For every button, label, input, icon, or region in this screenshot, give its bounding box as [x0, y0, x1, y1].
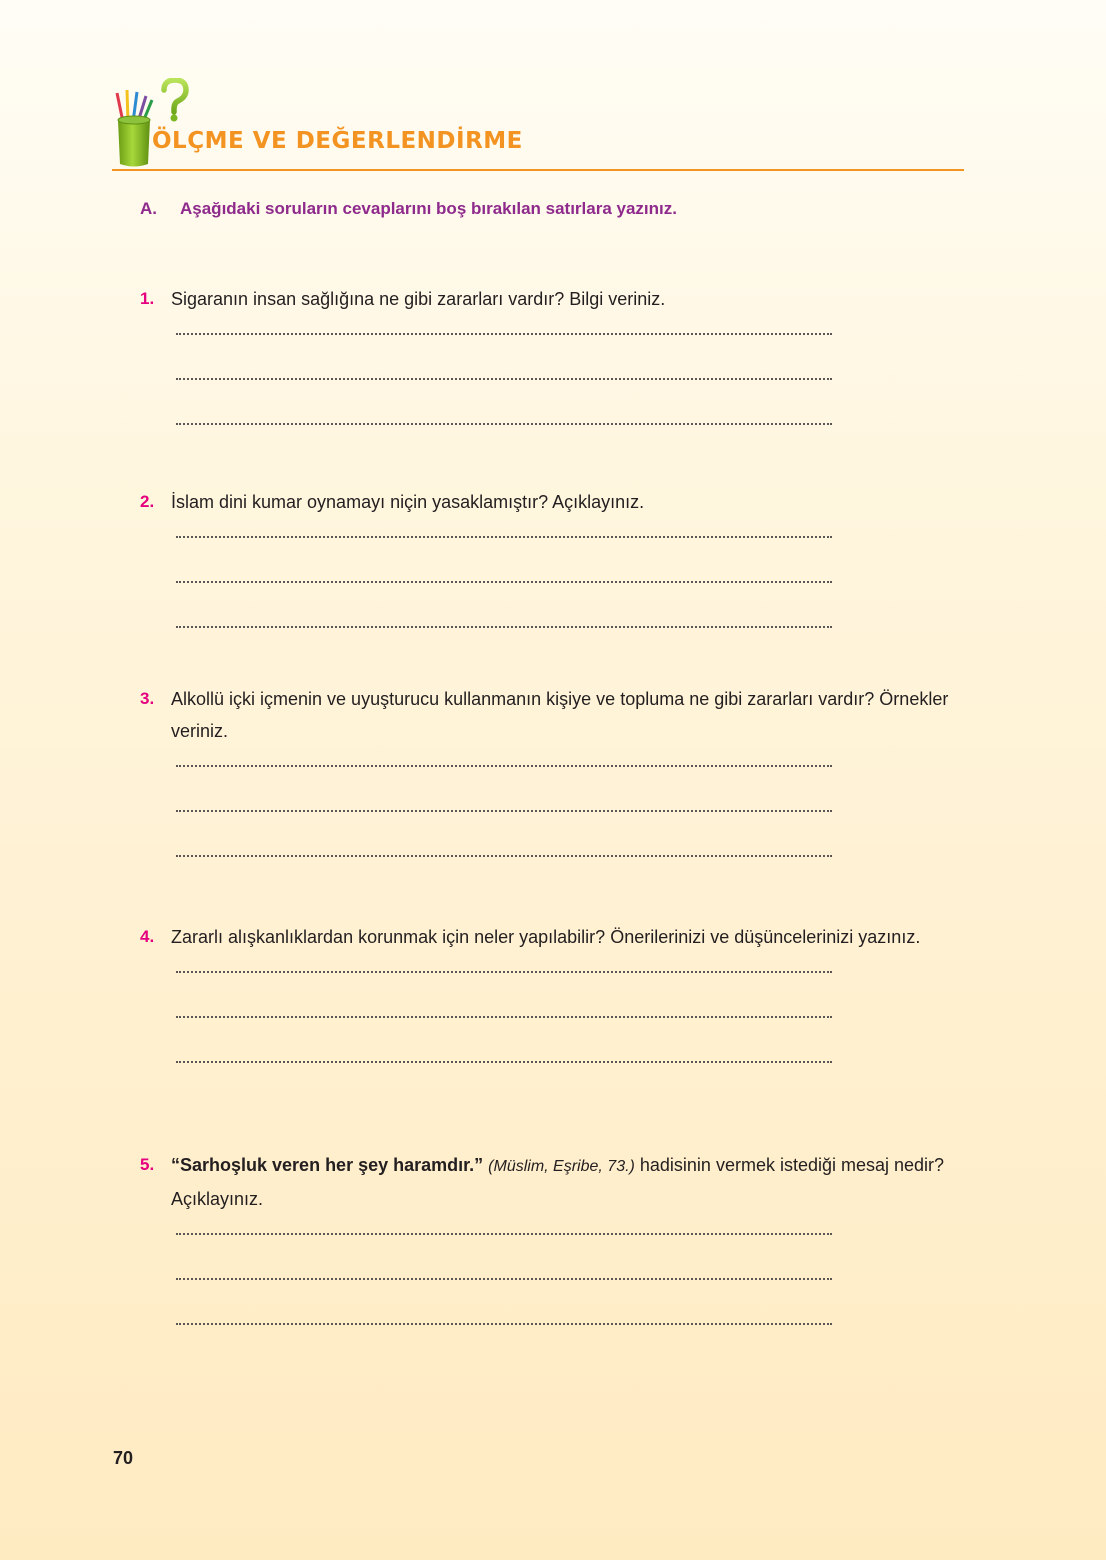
question-text: [171, 1149, 966, 1215]
answer-line[interactable]: [176, 810, 832, 814]
question-number: 5.: [140, 1155, 155, 1174]
question-number: 2.: [140, 492, 155, 511]
hadith-quote: “Sarhoşluk veren her şey haramdır.”: [171, 1155, 484, 1175]
answer-lines: [176, 333, 832, 427]
question-1: [140, 283, 966, 468]
answer-line[interactable]: [176, 1061, 832, 1065]
page-header: [112, 78, 964, 172]
answer-lines: [176, 765, 832, 859]
question-5: [140, 1149, 966, 1368]
question-number: 3.: [140, 689, 155, 708]
question-number: 1.: [140, 289, 155, 308]
question-2: [140, 486, 966, 671]
answer-lines: [176, 1233, 832, 1327]
section-instruction: [140, 199, 677, 219]
answer-line[interactable]: [176, 971, 832, 975]
question-text: Alkollü içki içmenin ve uyuşturucu kullanmanın kişiye ve topluma ne gibi zararları vardır? Örnekler veriniz.: [171, 689, 949, 741]
answer-line[interactable]: [176, 333, 832, 337]
answer-line[interactable]: [176, 1323, 832, 1327]
question-3: [140, 683, 966, 900]
pencil-cup-question-icon: [112, 78, 192, 170]
answer-line[interactable]: [176, 1278, 832, 1282]
answer-lines: [176, 971, 832, 1065]
answer-line[interactable]: [176, 626, 832, 630]
answer-lines: [176, 536, 832, 630]
page-title: ÖLÇME VE DEĞERLENDİRME: [152, 128, 523, 154]
page-number: 70: [113, 1448, 134, 1468]
question-number: 4.: [140, 927, 155, 946]
section-instruction-text: Aşağıdaki soruların cevaplarını boş bırakılan satırlara yazınız.: [180, 199, 677, 218]
answer-line[interactable]: [176, 1016, 832, 1020]
answer-line[interactable]: [176, 581, 832, 585]
answer-line[interactable]: [176, 1233, 832, 1237]
question-text-rest: hadisinin vermek istediği mesaj nedir? Açıklayınız.: [171, 1155, 945, 1209]
section-letter: A.: [140, 199, 157, 218]
answer-line[interactable]: [176, 423, 832, 427]
hadith-source: (Müslim, Eşribe, 73.): [488, 1158, 635, 1175]
question-text: Zararlı alışkanlıklardan korunmak için neler yapılabilir? Önerilerinizi ve düşüncelerinizi yazınız.: [171, 927, 921, 947]
answer-line[interactable]: [176, 855, 832, 859]
answer-line[interactable]: [176, 378, 832, 382]
header-divider: [112, 169, 964, 171]
question-4: [140, 921, 966, 1106]
answer-line[interactable]: [176, 765, 832, 769]
question-text: İslam dini kumar oynamayı niçin yasaklamıştır? Açıklayınız.: [171, 492, 645, 512]
answer-line[interactable]: [176, 536, 832, 540]
question-text: Sigaranın insan sağlığına ne gibi zararları vardır? Bilgi veriniz.: [171, 289, 666, 309]
